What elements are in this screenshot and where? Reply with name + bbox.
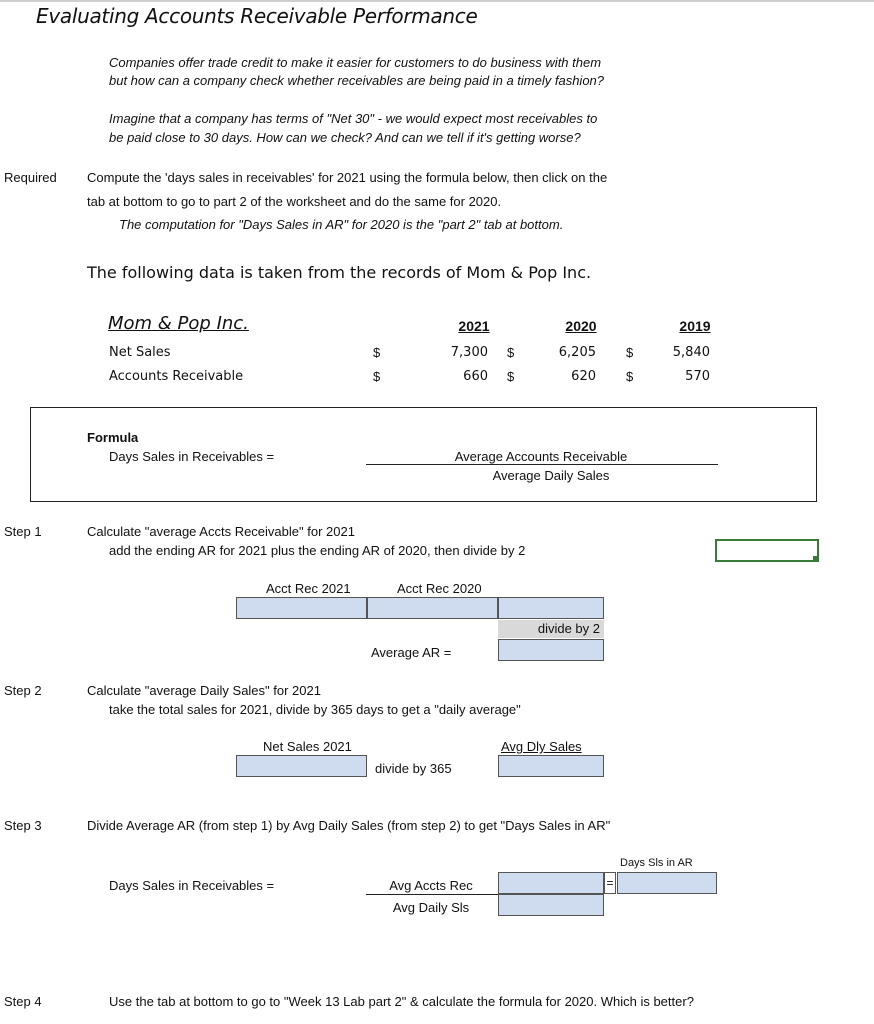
step2-text-1: Calculate "average Daily Sales" for 2021	[87, 683, 321, 698]
step3-divider	[366, 894, 498, 895]
top-border	[0, 0, 874, 2]
formula-denominator: Average Daily Sales	[492, 468, 610, 483]
formula-heading: Formula	[87, 430, 139, 445]
data-intro: The following data is taken from the records of Mom & Pop Inc.	[87, 263, 592, 282]
ar-label: Accounts Receivable	[109, 369, 244, 384]
intro-text-2b: be paid close to 30 days. How can we check? And can we tell if it's getting worse?	[109, 130, 581, 145]
year-2021-header: 2021	[458, 318, 490, 334]
step4-label: Step 4	[4, 994, 42, 1009]
avg-accts-rec-input[interactable]	[498, 872, 604, 894]
required-text-1: Compute the 'days sales in receivables' for 2021 using the formula below, then click on the	[87, 170, 608, 185]
divide-by-365: divide by 365	[375, 761, 452, 776]
step1-label: Step 1	[4, 524, 42, 539]
required-text-2: tab at bottom to go to part 2 of the worksheet and do the same for 2020.	[87, 194, 502, 209]
selected-cell[interactable]	[715, 539, 819, 562]
acct-rec-2020-header: Acct Rec 2020	[397, 581, 482, 596]
step2-label: Step 2	[4, 683, 42, 698]
net-sales-currency-2020: $	[507, 345, 515, 360]
net-sales-2020[interactable]: 6,205	[558, 345, 596, 360]
acct-rec-2020-input[interactable]	[367, 597, 498, 619]
days-sls-header: Days Sls in AR	[620, 857, 693, 869]
formula-label: Days Sales in Receivables =	[109, 449, 275, 464]
fill-handle[interactable]	[813, 556, 819, 562]
net-sales-2021-input[interactable]	[236, 755, 367, 777]
acct-rec-2021-header: Acct Rec 2021	[266, 581, 351, 596]
avg-dly-sales-input[interactable]	[498, 755, 604, 777]
ar-2020[interactable]: 620	[571, 369, 596, 384]
intro-text-1b: but how can a company check whether receivables are being paid in a timely fashion?	[109, 73, 605, 88]
year-2019-header: 2019	[679, 318, 711, 334]
divide-by-2: divide by 2	[498, 620, 604, 638]
average-ar-input[interactable]	[498, 639, 604, 661]
net-sales-2019[interactable]: 5,840	[672, 345, 710, 360]
step2-text-2: take the total sales for 2021, divide by 365 days to get a "daily average"	[109, 702, 521, 717]
acct-rec-2021-input[interactable]	[236, 597, 367, 619]
average-ar-label: Average AR =	[371, 645, 452, 660]
step3-label: Step 3	[4, 818, 42, 833]
formula-divider	[366, 464, 718, 465]
equals-cell: =	[604, 872, 616, 894]
net-sales-2021-header: Net Sales 2021	[263, 739, 352, 754]
step3-denominator: Avg Daily Sls	[392, 900, 470, 915]
net-sales-2021[interactable]: 7,300	[450, 345, 488, 360]
ar-2021[interactable]: 660	[463, 369, 488, 384]
ar-sum-input[interactable]	[498, 597, 604, 619]
step1-text-2: add the ending AR for 2021 plus the ending AR of 2020, then divide by 2	[109, 543, 526, 558]
net-sales-currency-2019: $	[626, 345, 634, 360]
step1-text-1: Calculate "average Accts Receivable" for 2021	[87, 524, 355, 539]
ar-2019[interactable]: 570	[685, 369, 710, 384]
intro-text-1a: Companies offer trade credit to make it easier for customers to do business with them	[109, 55, 602, 70]
days-sls-result-input[interactable]	[617, 872, 717, 894]
step3-text-1: Divide Average AR (from step 1) by Avg Daily Sales (from step 2) to get "Days Sales in AR"	[87, 818, 611, 833]
year-2020-header: 2020	[565, 318, 597, 334]
step3-formula-label: Days Sales in Receivables =	[109, 878, 275, 893]
avg-dly-sales-header: Avg Dly Sales	[501, 739, 582, 754]
ar-currency-2020: $	[507, 369, 515, 384]
net-sales-label: Net Sales	[109, 345, 171, 360]
step4-text-1: Use the tab at bottom to go to "Week 13 Lab part 2" & calculate the formula for 2020. Which is better?	[109, 994, 694, 1009]
avg-daily-sls-input[interactable]	[498, 894, 604, 916]
company-name: Mom & Pop Inc.	[108, 313, 249, 334]
intro-text-2a: Imagine that a company has terms of "Net 30" - we would expect most receivables to	[109, 111, 598, 126]
page-title: Evaluating Accounts Receivable Performance	[36, 4, 478, 28]
required-label: Required	[4, 170, 57, 185]
required-text-3: The computation for "Days Sales in AR" for 2020 is the "part 2" tab at bottom.	[119, 217, 564, 232]
net-sales-currency: $	[373, 345, 381, 360]
step3-numerator: Avg Accts Rec	[389, 878, 473, 893]
ar-currency: $	[373, 369, 381, 384]
ar-currency-2019: $	[626, 369, 634, 384]
formula-numerator: Average Accounts Receivable	[454, 449, 628, 464]
